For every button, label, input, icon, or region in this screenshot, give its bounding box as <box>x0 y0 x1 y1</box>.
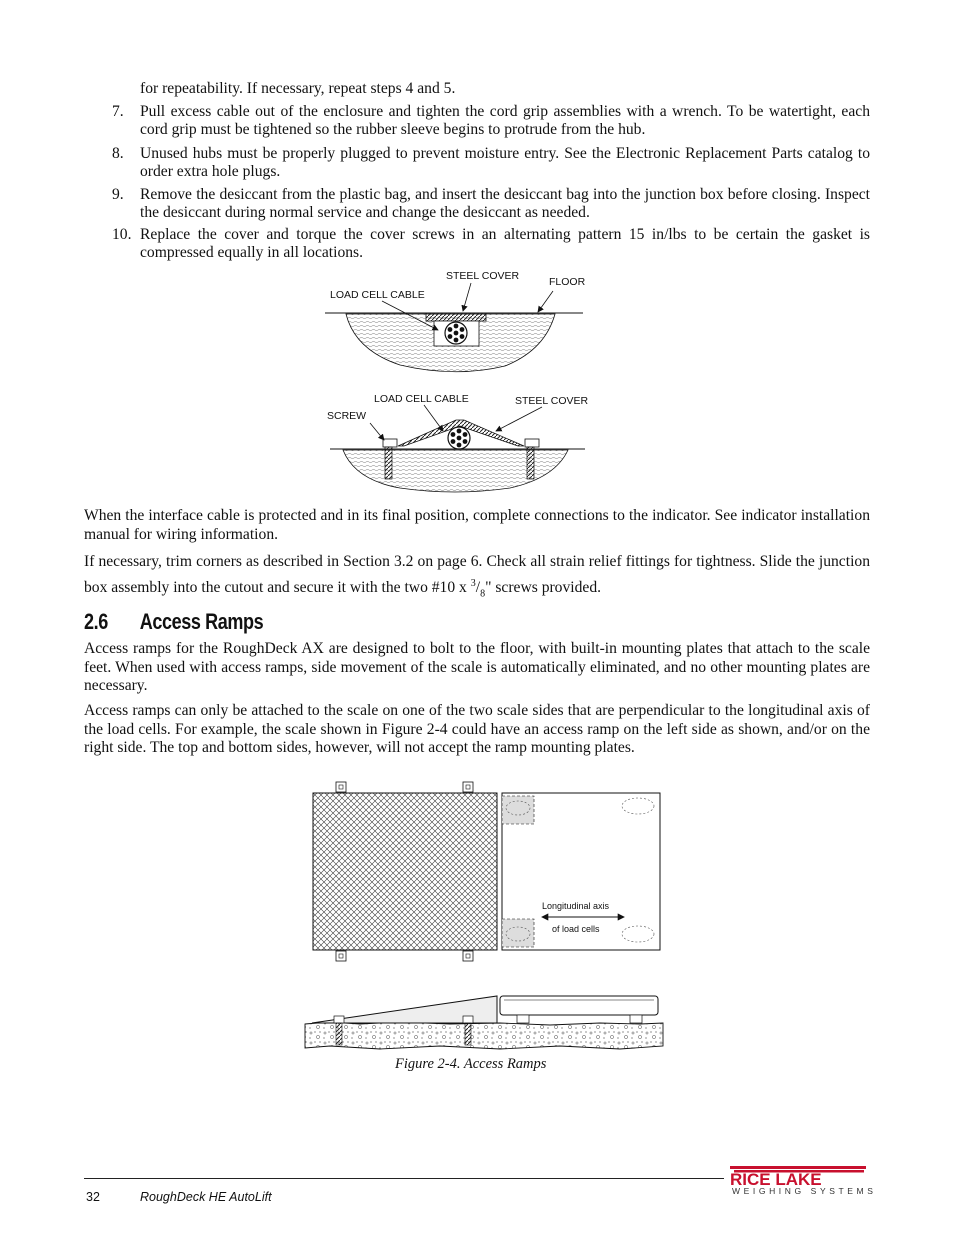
logo-main-text: RICE LAKE <box>730 1170 822 1186</box>
logo-subtitle: WEIGHING SYSTEMS <box>732 1186 877 1196</box>
step-number: 9. <box>112 186 124 203</box>
figure-caption: Figure 2-4. Access Ramps <box>395 1056 547 1072</box>
step-text: Remove the desiccant from the plastic bag, and insert the desiccant bag into the junction box before closing. Inspect the desiccant during normal service and change the desiccant as needed. <box>140 186 870 222</box>
step-text: Pull excess cable out of the enclosure and tighten the cord grip assemblies with a wrench. To be watertight, each cord grip must be tightened so the rubber sleeve begins to protrude from the hub. <box>140 103 870 139</box>
ramps-paragraph-1: Access ramps for the RoughDeck AX are designed to bolt to the floor, with built-in mounting plates that attach to the scale feet. When used with access ramps, side movement of the scale is automatically eliminated, and no other mounting plates are necessary. <box>84 640 870 695</box>
section-number: 2.6 <box>84 609 108 634</box>
page-number: 32 <box>86 1190 100 1204</box>
step-number: 7. <box>112 103 124 120</box>
trim-text-end: " screws provided. <box>485 579 602 597</box>
fraction-numerator: 3 <box>470 578 476 589</box>
trim-text: If necessary, trim corners as described in Section 3.2 on page 6. Check all strain relief fittings for tightness. Slide the junction box assembly into the cutout and secure it with the two #10 x <box>84 553 870 597</box>
footer-rule <box>84 1178 724 1179</box>
label-steel-cover-top: STEEL COVER <box>446 270 520 282</box>
label-load-cell-cable-bottom: LOAD CELL CABLE <box>374 393 469 405</box>
interface-paragraph: When the interface cable is protected and in its final position, complete connections to the indicator. See indicator installation manual for wiring information. <box>84 507 870 543</box>
label-steel-cover-bottom: STEEL COVER <box>515 395 589 407</box>
ramp-plan-view <box>313 782 660 961</box>
fraction-slash: / <box>475 579 481 597</box>
fraction-denominator: 8 <box>480 588 486 600</box>
section-title: Access Ramps <box>139 609 264 634</box>
step-text: Replace the cover and torque the cover screws in an alternating pattern 15 in/lbs to be certain the gasket is compressed equally in all locations. <box>140 226 870 262</box>
label-floor: FLOOR <box>549 276 586 288</box>
step-number: 8. <box>112 145 124 162</box>
ramp-side-view <box>305 996 663 1049</box>
label-of-load-cells: of load cells <box>552 924 600 934</box>
label-screw: SCREW <box>327 410 367 422</box>
step-number: 10. <box>112 226 132 243</box>
label-longitudinal-axis: Longitudinal axis <box>542 901 610 911</box>
rice-lake-logo <box>728 1166 868 1186</box>
footer-doc-title: RoughDeck HE AutoLift <box>140 1190 272 1204</box>
ramps-paragraph-2: Access ramps can only be attached to the scale on one of the two scale sides that are perpendicular to the longitudinal axis of the load cells. For example, the scale shown in Figure 2-4 could have an access ramp on the left side as shown, and/or on the right side. The top and bottom sides, however, will not accept the ramp mounting plates. <box>84 702 870 757</box>
step-text: Unused hubs must be properly plugged to prevent moisture entry. See the Electronic Replacement Parts catalog to order extra hole plugs. <box>140 145 870 181</box>
intro-continuation: for repeatability. If necessary, repeat steps 4 and 5. <box>140 80 456 97</box>
label-load-cell-cable-top: LOAD CELL CABLE <box>330 289 425 301</box>
